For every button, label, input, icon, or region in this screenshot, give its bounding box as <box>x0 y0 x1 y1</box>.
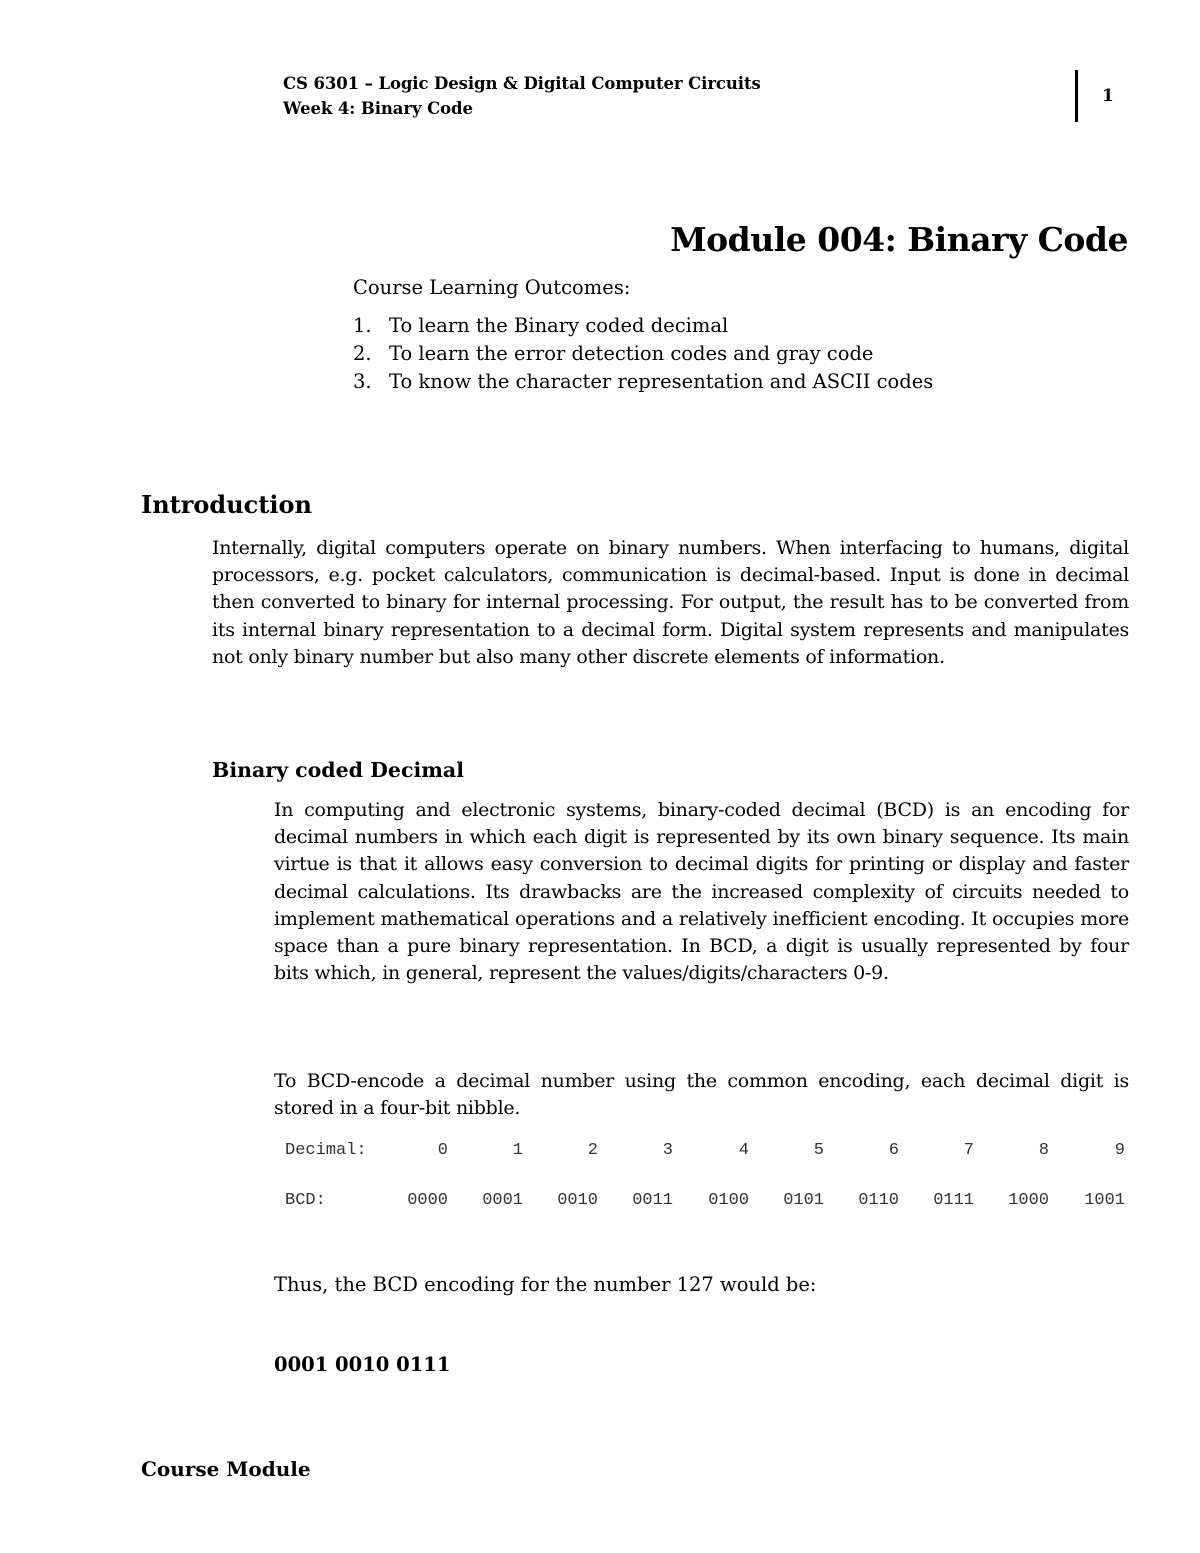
introduction-paragraph: Internally, digital computers operate on binary numbers. When interfacing to humans, digital processors, e.g. pocket calculators, communication is decimal-based. Input is done in decimal then converted to binary for internal processing. For output, the result has to be converted from its internal binary representation to a decimal form. Digital system represents and manipulates not only binary number but also many other discrete elements of information. <box>212 537 1129 668</box>
decimal-cell: 2 <box>587 1141 598 1160</box>
outcome-number: 1. <box>353 314 372 337</box>
bcd-row-label: BCD: <box>285 1191 326 1210</box>
bcd-heading: Binary coded Decimal <box>212 758 465 782</box>
outcome-number: 2. <box>353 342 372 365</box>
bcd-cell: 1000 <box>1008 1191 1049 1210</box>
decimal-cell: 0 <box>437 1141 448 1160</box>
outcome-text: To learn the Binary coded decimal <box>389 314 729 337</box>
bcd-cell: 0100 <box>708 1191 749 1210</box>
bcd-cell: 0111 <box>933 1191 974 1210</box>
bcd-example-text: Thus, the BCD encoding for the number 127 would be: <box>274 1273 817 1296</box>
bcd-cell: 0001 <box>482 1191 523 1210</box>
outcome-text: To learn the error detection codes and gray code <box>389 342 874 365</box>
outcome-item <box>353 368 933 396</box>
decimal-cell: 1 <box>512 1141 523 1160</box>
decimal-cell: 9 <box>1114 1141 1125 1160</box>
bcd-cell: 0101 <box>783 1191 824 1210</box>
outcome-item <box>353 312 933 340</box>
footer-label: Course Module <box>141 1457 311 1481</box>
decimal-row-label: Decimal: <box>285 1141 367 1160</box>
introduction-heading: Introduction <box>141 490 312 519</box>
decimal-cell: 4 <box>738 1141 749 1160</box>
decimal-cell: 7 <box>963 1141 974 1160</box>
outcome-number: 3. <box>353 370 372 393</box>
outcomes-list <box>353 312 933 396</box>
bcd-cell: 0110 <box>858 1191 899 1210</box>
bcd-cell: 0010 <box>557 1191 598 1210</box>
bcd-example-result: 0001 0010 0111 <box>274 1353 451 1376</box>
bcd-cell: 0011 <box>632 1191 673 1210</box>
bcd-cell: 0000 <box>407 1191 448 1210</box>
page-number: 1 <box>1102 86 1114 106</box>
decimal-cell: 6 <box>888 1141 899 1160</box>
header-divider <box>1075 70 1078 122</box>
bcd-encode-paragraph: To BCD-encode a decimal number using the common encoding, each decimal digit is stored in a four-bit nibble. <box>274 1070 1129 1120</box>
decimal-cell: 8 <box>1038 1141 1049 1160</box>
decimal-cell: 3 <box>662 1141 673 1160</box>
outcomes-label: Course Learning Outcomes: <box>353 276 631 299</box>
module-title: Module 004: Binary Code <box>670 220 1128 259</box>
outcome-text: To know the character representation and ASCII codes <box>389 370 934 393</box>
outcome-item <box>353 340 933 368</box>
course-title: CS 6301 – Logic Design & Digital Computer Circuits <box>283 74 761 93</box>
bcd-cell: 1001 <box>1084 1191 1125 1210</box>
decimal-cell: 5 <box>813 1141 824 1160</box>
bcd-paragraph: In computing and electronic systems, binary-coded decimal (BCD) is an encoding for decimal numbers in which each digit is represented by its own binary sequence. Its main virtue is that it allows easy conversion to decimal digits for printing or display and faster decimal calculations. Its drawbacks are the increased complexity of circuits needed to implement mathematical operations and a relatively inefficient encoding. It occupies more space than a pure binary representation. In BCD, a digit is usually represented by four bits which, in general, represent the values/digits/characters 0-9. <box>274 799 1129 985</box>
week-title: Week 4: Binary Code <box>283 99 473 118</box>
